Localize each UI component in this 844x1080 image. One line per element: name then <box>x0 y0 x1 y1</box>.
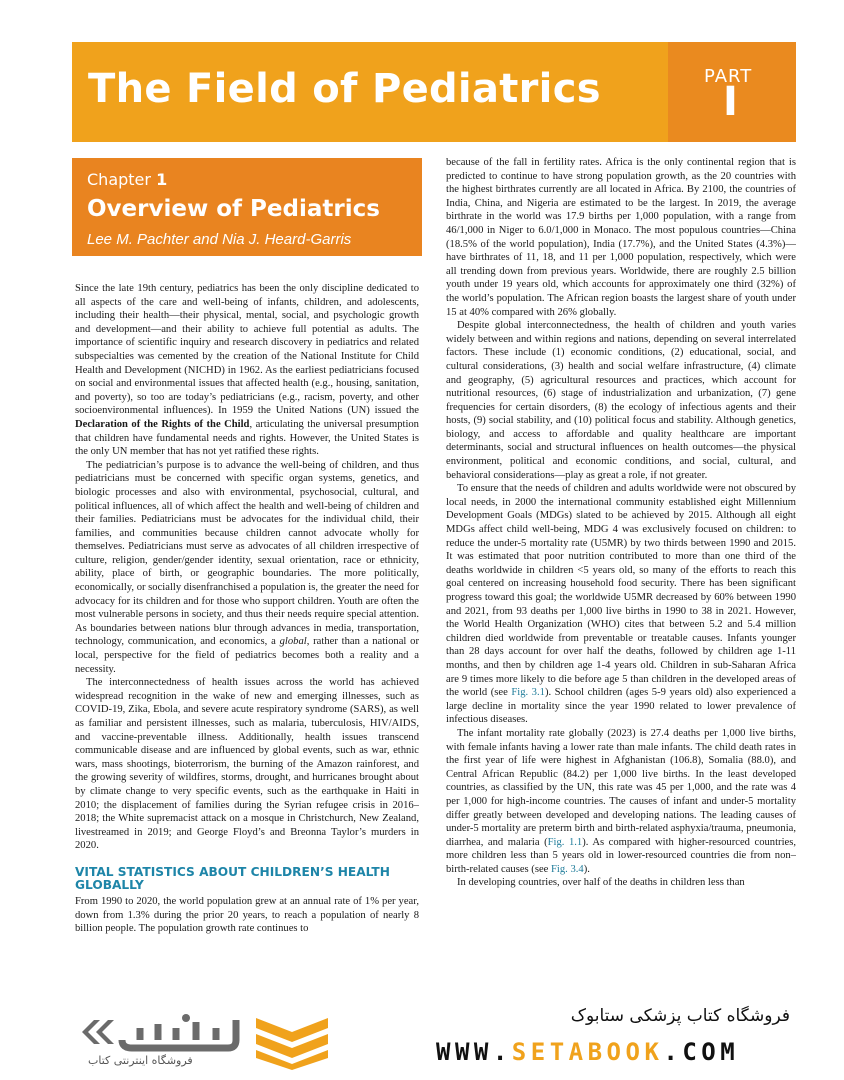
figure-link[interactable]: Fig. 3.1 <box>511 687 545 699</box>
chapter-label <box>87 170 167 189</box>
chapter-title: Overview of Pediatrics <box>87 196 380 222</box>
section-heading: VITAL STATISTICS ABOUT CHILDREN’S HEALTH GLOBALLY <box>75 864 390 893</box>
store-name: فروشگاه کتاب پزشکی ستابوک <box>570 1006 790 1026</box>
chapter-authors: Lee M. Pachter and Nia J. Heard-Garris <box>87 231 352 248</box>
paragraph: The interconnectedness of health issues across the world has achieved widespread recognition in the wake of new and emerging illnesses, such as COVID-19, Zika, Ebola, and severe acute respiratory syndrome (SARS), as well as familiar and persistent illnesses, such as malaria, tuberculosis, HIV/AIDS, and vaccine-preventable illness. Additionally, health issues transcend communicable disease and are influenced by global events, such as war, ethnic wars, mass shootings, bioterrorism, the burning of the Amazon rainforest, and the growing severity of wildfires, storms, drought, and hurricanes brought about by climate change to very specific events, such as the earthquake in Haiti in 2010; the displacement of families during the Syrian refugee crisis in 2016–2018; the White supremacist attack on a mosque in Christchurch, New Zealand, livestreamed in 2019; and George Floyd’s and Breonna Taylor’s murders in 2020. <box>75 677 419 852</box>
watermark-footer <box>0 994 844 1080</box>
paragraph: In developing countries, over half of the deaths in children less than <box>457 877 745 889</box>
emphasis: global <box>279 636 307 648</box>
figure-link[interactable]: Fig. 1.1 <box>547 836 583 848</box>
logo-tagline: فروشگاه اینترنتی کتاب <box>88 1054 193 1067</box>
chapter-header <box>72 158 422 256</box>
declaration-term: Declaration of the Rights of the Child <box>75 418 250 430</box>
figure-link[interactable]: Fig. 3.4 <box>551 863 584 875</box>
part-label: PART <box>704 66 753 87</box>
paragraph: Despite global interconnectedness, the health of children and youth varies widely between and within regions and nations, depending on several interrelated factors. These include (1) economic conditions, (2) educational, social, and cultural considerations, (3) health and social welfare infrastructure, (4) climate and geography, (5) agricultural resources and practices, which account for nutritional resources, (6) stage of industrialization and urbanization, (7) gene frequencies for certain disorders, (8) the ecology of infectious agents and their hosts, (9) social stability, and (10) political focus and stability. Although genetics, biology, and access to affordable and quality healthcare are important determinants, social and structural influences on health outcomes—the physical environment, political and economic conditions, and social, cultural, and behavioral considerations—play as great a role, if not greater. <box>446 320 796 481</box>
part-banner <box>72 42 796 142</box>
left-column <box>75 282 419 994</box>
chapter-number: 1 <box>156 170 168 189</box>
right-column <box>446 156 796 994</box>
store-url[interactable]: WWW.SETABOOK.COM <box>436 1038 740 1066</box>
paragraph: Since the late 19th century, pediatrics has been the only discipline dedicated to all aspects of the care and well-being of infants, children, and adolescents, including their health—their physical, mental, social, and psychologic growth and development—and their ability to achieve full potential as adults. The importance of scientific inquiry and research discovery in pediatrics and related subspecialties was cemented by the creation of the National Institute for Child Health and Development (NICHD) in 1962. As the earliest pediatricians focused on social and environmental issues that affected health (e.g., housing, sanitation, and poverty), so too are today’s pediatricians (e.g., racism, poverty, and other socioenvironmental influences). In 1959 the United Nations (UN) issued the Declaration of the Rights of the Child, articulating the universal presumption that children have fundamental needs and rights. However, the United States is the only UN member that has not yet ratified these rights. <box>75 283 419 458</box>
part-number: I <box>723 79 738 125</box>
setabook-logo-icon <box>78 1010 242 1054</box>
paragraph: The pediatrician’s purpose is to advance the well-being of children, and thus pediatricians must be concerned with specific organ systems, genetics, and biologic processes and also with environmental, psychosocial, cultural, and political influences, all of which affect the health and well-being of children and their families. Pediatricians must be advocates for the individual child, their families, and communities because children cannot advocate wholly for themselves. Pediatricians must serve as advocates of all children irrespective of culture, religion, gender/gender identity, sexual orientation, race or ethnicity, ability, place of birth, or geographic boundaries. The more politically, economically, or socially disenfranchised a population is, the greater the need for advocacy for its children and for those who support children. Youth are often the most vulnerable persons in society, and thus their needs require special attention. As boundaries between nations blur through advances in media, transportation, technology, communication, and economics, a global, rather than a national or local, perspective for the field of pediatrics becomes both a reality and a necessity. <box>75 459 419 675</box>
paragraph: To ensure that the needs of children and adults worldwide were not obscured by local needs, in 2000 the international community established eight Millennium Development Goals (MDGs) slated to be achieved by 2015. Although all eight MDGs affect child well-being, MDG 4 was exclusively focused on children: to reduce the under-5 mortality rate (U5MR) by two thirds between 1990 and 2015. It was estimated that poor nutrition contributed to more than one third of the deaths worldwide in children <5 years old, so many of the efforts to reach this goal centered on increasing household food security. There has been significant progress toward this goal; the worldwide U5MR decreased by 60% between 1990 and 2021, from 93 deaths per 1,000 live births in 1990 to 38 in 2021. However, the World Health Organization (WHO) cites that between 5.2 and 5.4 million children died worldwide from preventable or treatable causes. Infants younger than 28 days account for over half the deaths, followed by children age 1-11 months, and then by children age 1-4 years old. Children in sub-Saharan Africa are 9 times more likely to die before age 5 than children in the developed areas of the world (see Fig. 3.1). School children (ages 5-9 years old) also experienced a large decline in mortality since the year 1990 related to lower prevalence of infectious diseases. <box>446 483 796 726</box>
chapter-word: Chapter <box>87 170 151 189</box>
paragraph: The infant mortality rate globally (2023) is 27.4 deaths per 1,000 live births, with female infants having a lower rate than male infants. The child death rates in the first year of life were highest in Afghanistan (106.8), Somalia (88.0), and Central African Republic (84.2) per 1,000 live births. In the least developed countries, as classified by the UN, this rate was 45 per 1,000, and the rate was 4 per 1,000 for high-income countries. The causes of infant and under-5 mortality differ greatly between developed and developing nations. The leading causes of under-5 mortality are preterm birth and birth-related asphyxia/trauma, pneumonia, diarrhea, and malaria (Fig. 1.1). As compared with higher-resourced countries, more children less than 5 years old in lower-resourced countries die from non–birth-related causes (see Fig. 3.4). <box>446 727 796 875</box>
part-title: The Field of Pediatrics <box>88 66 601 112</box>
store-url-highlight: SETABOOK <box>511 1038 664 1066</box>
paragraph: From 1990 to 2020, the world population grew at an annual rate of 1% per year, down from 1.3% during the prior 20 years, to reach a population of nearly 8 billion people. The population growth rate continues to <box>75 895 419 935</box>
part-number-box <box>668 42 796 142</box>
paragraph: because of the fall in fertility rates. Africa is the only continental region that is predicted to continue to have strong population growth, as the 20 countries with the highest birthrates currently are all located in Africa. By 2100, the countries of India, China, and Nigeria are estimated to be the largest. In 2019, the average birthrate in the world was 17.9 births per 1,000 population, with a range from 46/1,000 in Niger to 6.0/1,000 in Monaco. The most populous countries—China (18.5% of the world population), India (17.7%), and the United States (4.3%)—have birthrates of 11, 18, and 11 per 1,000 population, respectively, which were all trending down from previous years. Worldwide, there are roughly 2.5 billion youth under 19 years old, which accounts for approximately one third (32%) of the world’s population. The African region boasts the largest share of youth under 15 at 40% compared with 26% globally. <box>446 157 796 318</box>
book-chevron-icon <box>254 1012 330 1070</box>
